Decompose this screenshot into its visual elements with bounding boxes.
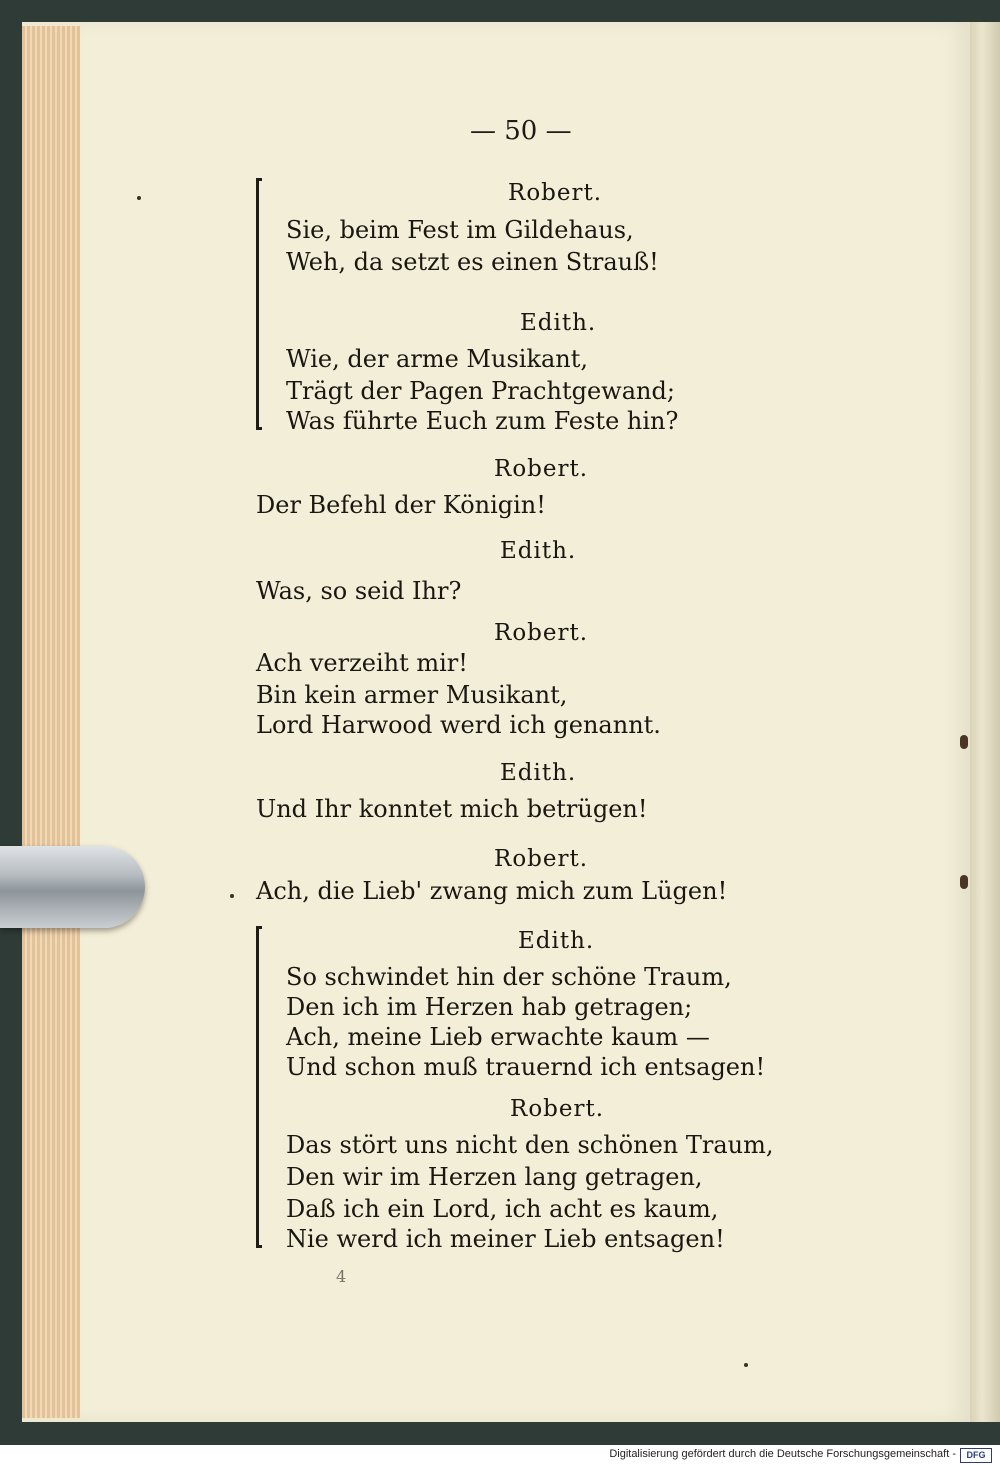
verse-line: Das stört uns nicht den schönen Traum, <box>286 1131 774 1159</box>
speaker-name: Edith. <box>500 760 577 786</box>
verse-line: Weh, da setzt es einen Strauß! <box>286 248 659 276</box>
speaker-name: Edith. <box>500 538 577 564</box>
verse-line: Den ich im Herzen hab getragen; <box>286 993 693 1021</box>
speaker-name: Robert. <box>494 620 589 646</box>
verse-line: Was, so seid Ihr? <box>256 577 462 605</box>
funding-note: Digitalisierung gefördert durch die Deutsche Forschungsgemeinschaft - <box>609 1448 956 1460</box>
speaker-name: Edith. <box>518 928 595 954</box>
bracket-tick <box>256 178 262 181</box>
right-page-edge <box>970 22 1000 1422</box>
verse-line: Ach, meine Lieb erwachte kaum — <box>286 1023 710 1051</box>
footer-bar <box>0 1445 1000 1465</box>
speck <box>744 1363 748 1367</box>
speck <box>230 894 234 898</box>
page-edges <box>22 26 81 1418</box>
verse-line: Der Befehl der Königin! <box>256 491 546 519</box>
speck <box>137 196 141 200</box>
verse-line: Was führte Euch zum Feste hin? <box>286 407 679 435</box>
verse-line: Und schon muß trauernd ich entsagen! <box>286 1053 766 1081</box>
verse-line: Sie, beim Fest im Gildehaus, <box>286 216 634 244</box>
duet-bracket <box>256 178 259 430</box>
verse-line: Wie, der arme Musikant, <box>286 345 589 373</box>
verse-line: Bin kein armer Musikant, <box>256 681 568 709</box>
duet-bracket <box>256 926 259 1248</box>
verse-line: Ach, die Lieb' zwang mich zum Lügen! <box>256 877 728 905</box>
verse-line: Und Ihr konntet mich betrügen! <box>256 795 648 823</box>
verse-line: Nie werd ich meiner Lieb entsagen! <box>286 1225 725 1253</box>
stain <box>960 735 968 749</box>
signature-mark: 4 <box>336 1267 347 1286</box>
speaker-name: Robert. <box>494 846 589 872</box>
verse-line: Trägt der Pagen Prachtgewand; <box>286 377 675 405</box>
speaker-name: Robert. <box>494 456 589 482</box>
book-clip <box>0 846 145 928</box>
bracket-tick <box>256 1245 262 1248</box>
speaker-name: Edith. <box>520 310 597 336</box>
verse-line: So schwindet hin der schöne Traum, <box>286 963 732 991</box>
bracket-tick <box>256 427 262 430</box>
verse-line: Ach verzeiht mir! <box>256 649 468 677</box>
dfg-logo: DFG <box>960 1448 992 1463</box>
speaker-name: Robert. <box>508 180 603 206</box>
verse-line: Lord Harwood werd ich genannt. <box>256 711 661 739</box>
verse-line: Daß ich ein Lord, ich acht es kaum, <box>286 1195 719 1223</box>
bracket-tick <box>256 926 262 929</box>
stain <box>960 875 968 889</box>
verse-line: Den wir im Herzen lang getragen, <box>286 1163 703 1191</box>
speaker-name: Robert. <box>510 1096 605 1122</box>
page-number: — 50 — <box>470 116 572 146</box>
